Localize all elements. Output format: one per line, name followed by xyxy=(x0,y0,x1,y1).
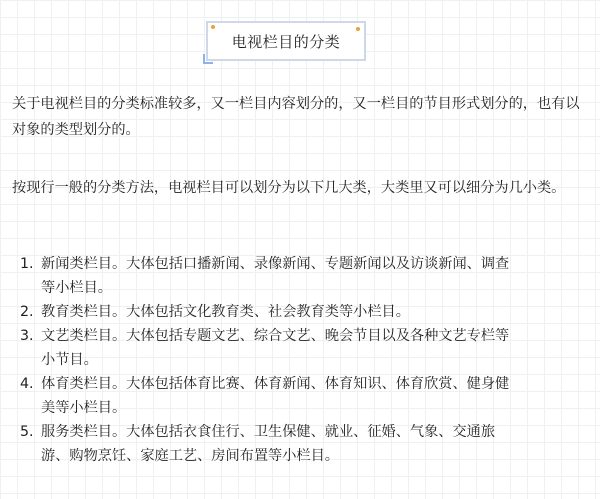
list-item-number: 4. xyxy=(20,376,34,392)
category-list-clip xyxy=(0,252,578,482)
list-item-line: 新闻类栏目。大体包括口播新闻、录像新闻、专题新闻以及访谈新闻、调查 xyxy=(41,256,510,272)
list-item-number: 1. xyxy=(20,256,34,272)
intro-paragraph: 关于电视栏目的分类标准较多，又一栏目内容划分的，又一栏目的节目形式划分的，也有以对象的类型划分的。 xyxy=(12,96,580,138)
page-title: 电视栏目的分类 xyxy=(231,32,341,51)
list-item-number: 3. xyxy=(20,328,34,344)
list-item-line: 服务类栏目。大体包括衣食住行、卫生保健、就业、征婚、气象、交通旅 xyxy=(41,424,496,440)
list-item xyxy=(20,324,578,372)
title-box xyxy=(206,21,366,61)
list-item-line: 体育类栏目。大体包括体育比赛、体育新闻、体育知识、体育欣赏、健身健 xyxy=(41,376,510,392)
selection-corner-mark xyxy=(203,54,213,64)
list-item-number: 5. xyxy=(20,424,34,440)
list-item xyxy=(20,420,578,468)
list-item-line: 教育类栏目。大体包括文化教育类、社会教育类等小栏目。 xyxy=(41,304,410,320)
list-item-line: 美等小栏目。 xyxy=(41,400,127,416)
list-item-line: 文艺类栏目。大体包括专题文艺、综合文艺、晚会节目以及各种文艺专栏等 xyxy=(41,328,510,344)
list-item xyxy=(20,300,578,324)
list-item-line: 游、购物烹饪、家庭工艺、房间布置等小栏目。 xyxy=(41,448,339,464)
list-item xyxy=(20,252,578,300)
list-item-line: 等小栏目。 xyxy=(41,280,112,296)
category-list xyxy=(20,252,578,468)
list-item xyxy=(20,372,578,420)
list-item-number: 2. xyxy=(20,304,34,320)
list-item-line: 小节目。 xyxy=(41,352,98,368)
method-paragraph: 按现行一般的分类方法，电视栏目可以划分为以下几大类，大类里又可以细分为几小类。 xyxy=(12,180,566,196)
